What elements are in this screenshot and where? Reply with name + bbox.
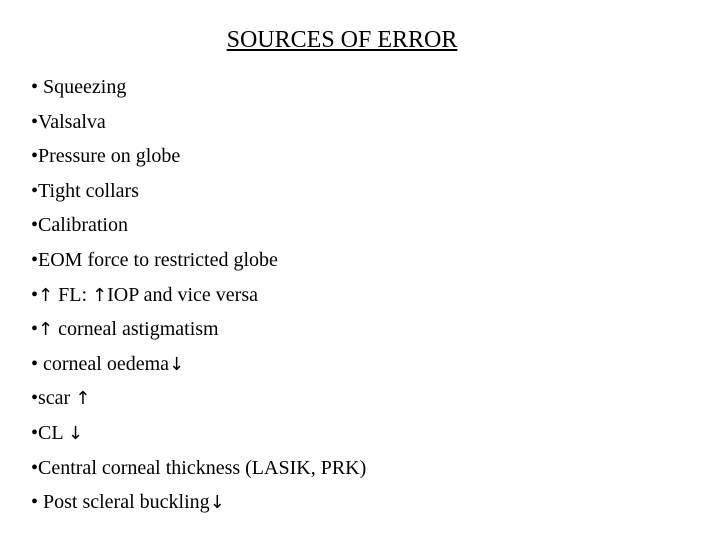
arrow-up-icon: ↑ (38, 319, 54, 341)
list-item (31, 485, 366, 520)
list-item-text: FL: (53, 283, 93, 306)
arrow-down-icon: ↓ (67, 422, 83, 444)
list-item-text: •Valsalva (31, 110, 106, 133)
list-item (31, 208, 366, 243)
list-item-text: •Pressure on globe (31, 145, 181, 168)
list-item (31, 312, 366, 347)
list-item (31, 278, 366, 313)
error-sources-list (31, 70, 366, 520)
slide-title: SOURCES OF ERROR (226, 27, 458, 53)
list-item-text: •Calibration (31, 214, 128, 237)
list-item (31, 451, 366, 486)
list-item-text: • (31, 283, 39, 306)
list-item (31, 105, 366, 140)
list-item (31, 347, 366, 382)
list-item-text: •Tight collars (31, 179, 139, 202)
list-item-text: •scar (31, 387, 76, 410)
arrow-down-icon: ↓ (169, 353, 185, 375)
list-item (31, 174, 366, 209)
list-item-text: •CL (31, 421, 68, 444)
list-item (31, 381, 366, 416)
arrow-down-icon: ↓ (209, 492, 225, 514)
arrow-up-icon: ↑ (92, 284, 108, 306)
list-item-text: •EOM force to restricted globe (31, 248, 278, 271)
list-item (31, 139, 366, 174)
arrow-up-icon: ↑ (75, 388, 91, 410)
list-item-text: • Squeezing (31, 76, 127, 98)
list-item-text: • (31, 318, 39, 341)
list-item-text: corneal astigmatism (53, 318, 219, 341)
arrow-up-icon: ↑ (38, 284, 54, 306)
list-item-text: • corneal oedema (31, 352, 170, 375)
list-item (31, 70, 366, 105)
list-item-text: IOP and vice versa (107, 283, 258, 306)
list-item (31, 416, 366, 451)
list-item-text: • Post scleral buckling (31, 491, 210, 514)
list-item (31, 243, 366, 278)
list-item-text: •Central corneal thickness (LASIK, PRK) (31, 456, 367, 479)
